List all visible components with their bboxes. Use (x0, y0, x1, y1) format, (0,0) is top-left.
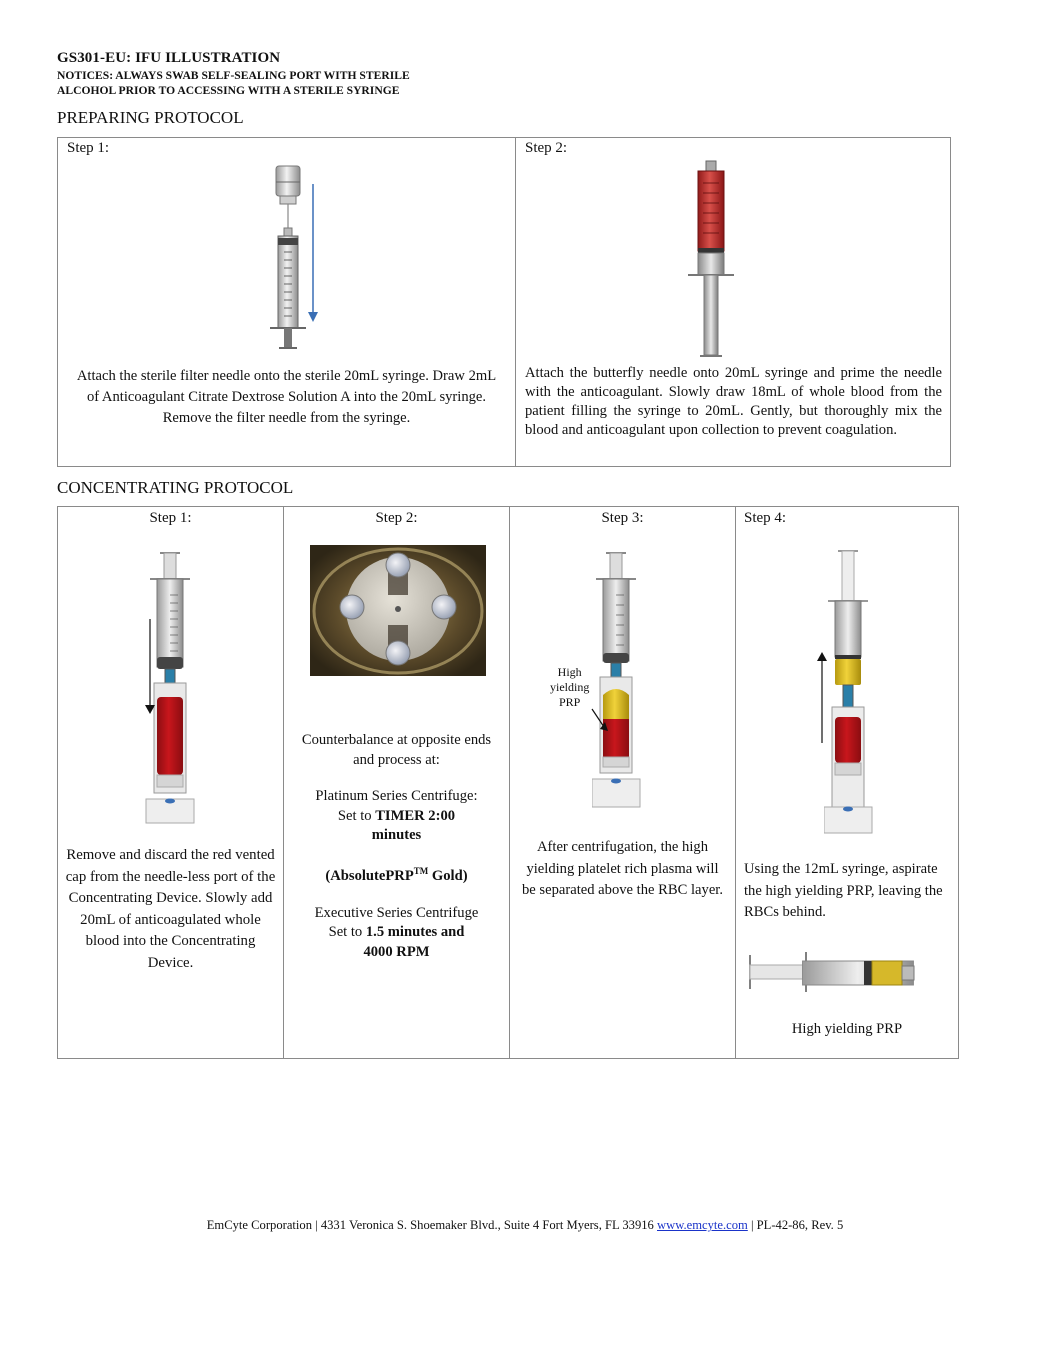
prep-step-2-cell (516, 138, 951, 467)
concentrating-protocol-title: CONCENTRATING PROTOCOL (57, 478, 294, 497)
conc-step-1-text: Remove and discard the red vented cap from the needle-less port of the Concentrating Device. Slowly add 20mL of anticoagulated whole blood into the Concentrating Device. (65, 847, 276, 971)
platinum-series-setting: Set to TIMER 2:00 (337, 807, 456, 824)
remaining-rbc (835, 717, 861, 763)
notice-line-1: NOTICES: ALWAYS SWAB SELF-SEALING PORT WITH STERILE (57, 69, 410, 82)
syringe-icon (603, 579, 629, 661)
down-arrow-icon (306, 182, 320, 327)
callout-arrow-icon (590, 707, 610, 737)
executive-series-label: Executive Series Centrifuge (314, 904, 479, 921)
syringe-12ml-icon (835, 601, 861, 657)
prep-step-1-cell (58, 138, 516, 467)
vial-icon (276, 166, 300, 196)
aspiration-illustration (824, 547, 884, 837)
footer-doc-id: | PL-42-86, Rev. 5 (747, 1218, 844, 1232)
preparing-protocol-title: PREPARING PROTOCOL (57, 108, 244, 127)
platinum-series-label: Platinum Series Centrifuge: (315, 788, 478, 804)
notice (57, 68, 410, 98)
prp-syringe-illustration (748, 951, 918, 993)
conc-step-2-cell (284, 507, 510, 1059)
prp-layer (603, 689, 629, 709)
syringe-icon (157, 579, 183, 667)
conc-step-3-cell (510, 507, 736, 1059)
conc-step-1-cell (58, 507, 284, 1059)
conc-step-2-text: Counterbalance at opposite ends and process at: Platinum Series Centrifuge: Set to TIMER 2:00 minutes (AbsolutePRP™ Gold) Executive Series Centrifuge Set to 1.5 minutes and 4000 RPM (296, 731, 497, 962)
website-link[interactable]: www.emcyte.com (657, 1218, 748, 1232)
prep-step-2-label: Step 2: (525, 140, 568, 156)
prep-step-1-text: Attach the sterile filter needle onto the sterile 20mL syringe. Draw 2mL of Anticoagulant Citrate Dextrose Solution A into the 20mL syringe. Remove the filter needle from the syringe. (76, 368, 497, 426)
high-yielding-prp-callout: High yielding PRP (550, 665, 590, 709)
conc-step-4-text: Using the 12mL syringe, aspirate the high yielding PRP, leaving the RBCs behind. (744, 861, 943, 920)
aspirated-prp (835, 659, 861, 685)
blood-syringe-illustration (686, 158, 736, 363)
notice-line-2: ALCOHOL PRIOR TO ACCESSING WITH A STERILE SYRINGE (57, 84, 400, 97)
conc-step-3-text: After centrifugation, the high yielding platelet rich plasma will be separated above the RBC layer. (522, 839, 723, 898)
up-arrow-icon (815, 651, 829, 747)
product-name: (AbsolutePRP™ Gold) (325, 866, 468, 885)
whole-blood-fill (157, 697, 183, 775)
footer-address: EmCyte Corporation | 4331 Veronica S. Shoemaker Blvd., Suite 4 Fort Myers, FL 33916 (206, 1218, 657, 1232)
executive-series-setting: Set to 1.5 minutes and (328, 924, 465, 941)
document-title: GS301-EU: IFU ILLUSTRATION (57, 50, 281, 66)
prep-step-2-text: Attach the butterfly needle onto 20mL syringe and prime the needle with the anticoagulant. Slowly draw 18mL of whole blood from the patient filling the syringe to 20mL. Gently, but thoroughly mix the blood and anticoagulant upon collection to prevent coagulation. (525, 365, 942, 438)
down-arrow-icon (143, 617, 157, 717)
separated-device-illustration (592, 549, 652, 819)
conc-step-2-label: Step 2: (375, 510, 418, 526)
centrifuge-photo (310, 545, 486, 676)
footer (0, 1218, 1038, 1233)
preparing-protocol-table (57, 137, 951, 467)
conc-step-1-label: Step 1: (149, 510, 192, 526)
conc-step-4-label: Step 4: (744, 510, 787, 526)
concentrating-protocol-table (57, 506, 959, 1059)
high-yielding-prp-caption: High yielding PRP (791, 1021, 903, 1037)
conc-step-4-cell (736, 507, 959, 1059)
syringe-20ml-icon (278, 236, 298, 328)
conc-step-3-label: Step 3: (601, 510, 644, 526)
counterbalance-text: Counterbalance at opposite ends and process at: (301, 732, 492, 768)
prep-step-1-label: Step 1: (67, 140, 110, 156)
